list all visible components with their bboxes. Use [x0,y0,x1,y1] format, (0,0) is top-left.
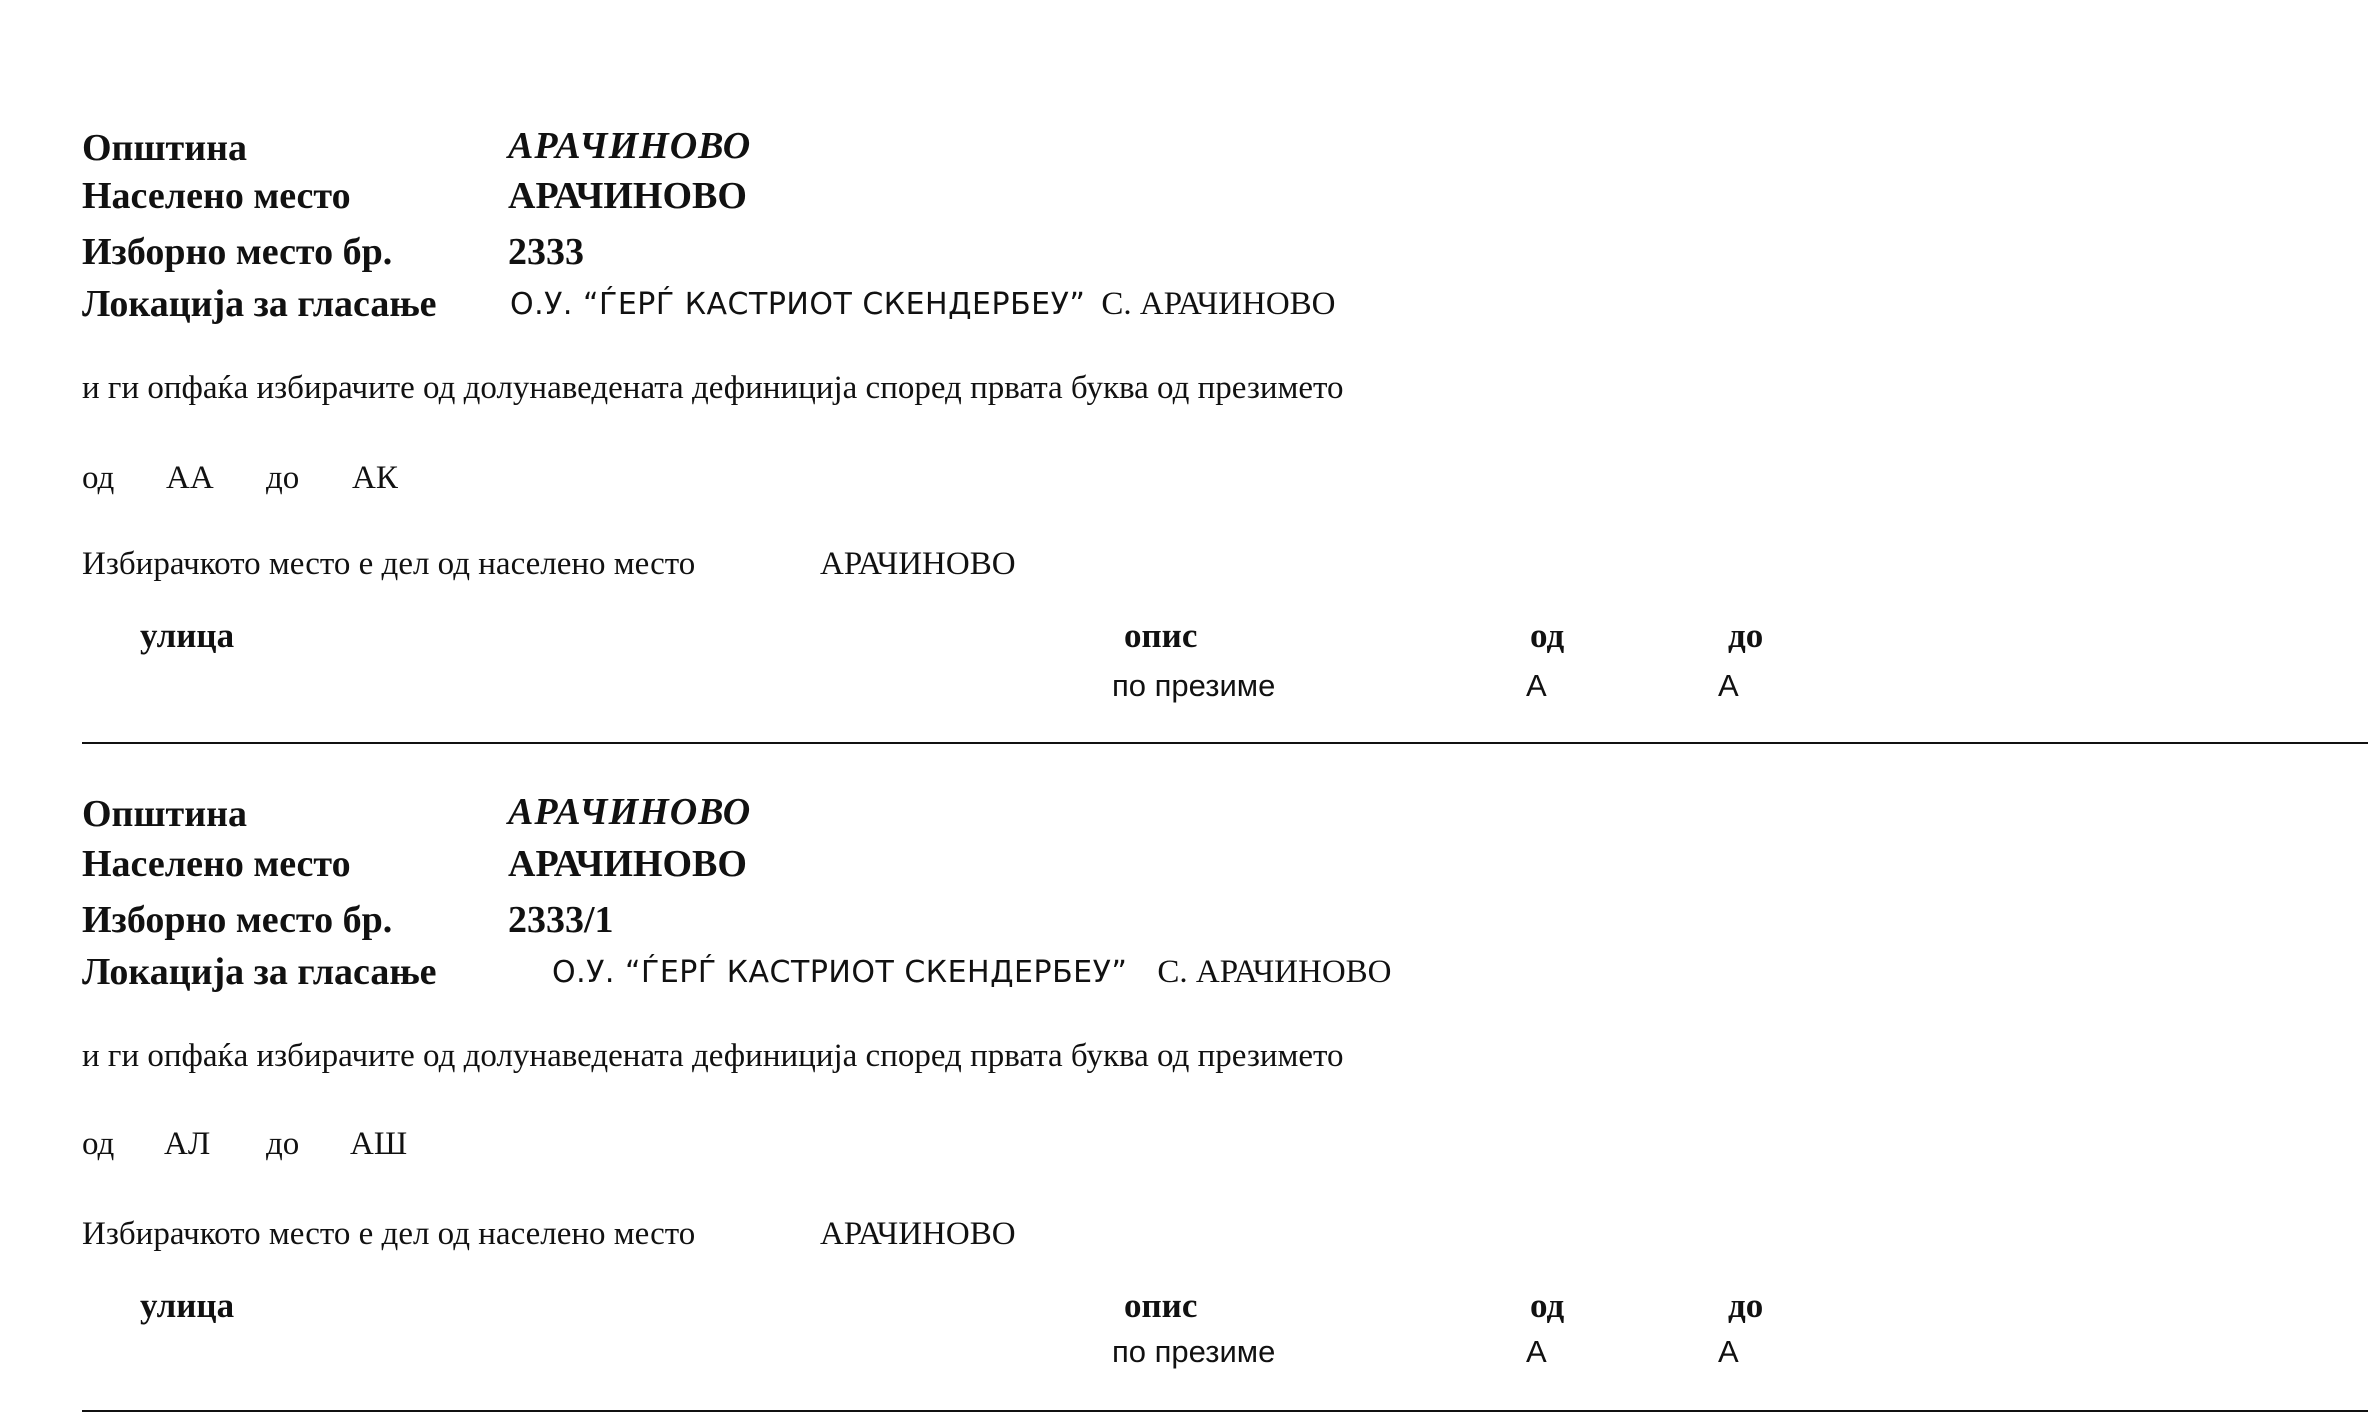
part-of-settlement-text: Избирачкото место е дел од населено место [82,1216,696,1252]
polling-station-number-value: 2333/1 [508,899,614,941]
part-of-settlement-text: Избирачкото место е дел од населено место [82,546,696,582]
range-to-label: до [266,460,300,496]
column-header-description: опис [1124,1286,1198,1325]
polling-station-number-label: Изборно место бр. [82,899,393,941]
row-to: А [1718,1334,1739,1369]
coverage-text: и ги опфаќа избирачите од долунаведената дефиниција според првата буква од презимето [82,370,1344,406]
range-from-value: АЛ [164,1126,211,1162]
range-to-value: АШ [350,1126,408,1162]
polling-station-number-label: Изборно место бр. [82,231,393,273]
settlement-value: АРАЧИНОВО [508,843,747,885]
municipality-value: АРАЧИНОВО [508,791,752,833]
voting-location-town: С. АРАЧИНОВО [1101,286,1336,322]
column-header-street: улица [140,1286,235,1325]
voting-location-name: О.У. “ЃЕРЃ КАСТРИОТ СКЕНДЕРБЕУ” [552,955,1128,990]
row-to: А [1718,668,1739,703]
settlement-label: Населено место [82,175,351,217]
voting-location-label: Локација за гласање [82,951,437,993]
range-from-label: од [82,1126,115,1162]
column-header-to: до [1728,1286,1764,1325]
column-header-description: опис [1124,616,1198,655]
row-from: А [1526,668,1547,703]
range-to-value: АК [352,460,398,496]
part-of-settlement-value: АРАЧИНОВО [820,1216,1016,1252]
row-description: по презиме [1112,1334,1276,1369]
municipality-value: АРАЧИНОВО [508,125,752,167]
range-to-label: до [266,1126,300,1162]
voting-location-value [510,286,1336,323]
row-description: по презиме [1112,668,1276,703]
municipality-label: Општина [82,793,247,835]
settlement-value: АРАЧИНОВО [508,175,747,217]
part-of-settlement-value: АРАЧИНОВО [820,546,1016,582]
section-divider [82,742,2368,744]
row-from: А [1526,1334,1547,1369]
coverage-text: и ги опфаќа избирачите од долунаведената дефиниција според првата буква од презимето [82,1038,1344,1074]
column-header-to: до [1728,616,1764,655]
settlement-label: Населено место [82,843,351,885]
column-header-from: од [1530,1286,1565,1325]
section-divider [82,1410,2368,1412]
municipality-label: Општина [82,127,247,169]
voting-location-value [552,954,1392,991]
column-header-street: улица [140,616,235,655]
range-from-value: АА [166,460,214,496]
range-from-label: од [82,460,115,496]
voting-location-label: Локација за гласање [82,283,437,325]
column-header-from: од [1530,616,1565,655]
polling-station-number-value: 2333 [508,231,584,273]
voting-location-name: О.У. “ЃЕРЃ КАСТРИОТ СКЕНДЕРБЕУ” [510,287,1086,322]
voting-location-town: С. АРАЧИНОВО [1157,954,1392,990]
